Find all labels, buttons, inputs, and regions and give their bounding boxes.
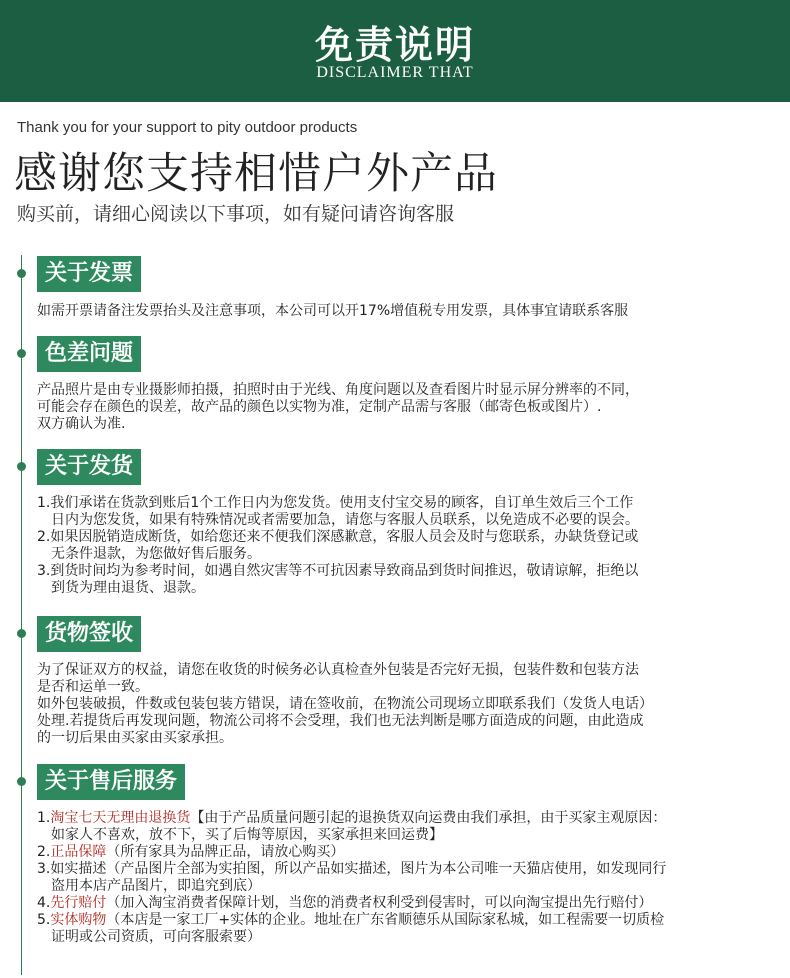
text-line: 到货为理由退货、退款。 <box>51 580 205 596</box>
timeline-dot <box>17 349 26 358</box>
timeline-dot <box>17 777 26 786</box>
list-item: 4.先行赔付（加入淘宝消费者保障计划，当您的消费者权利受到侵害时，可以向淘宝提出先行赔付） <box>37 895 653 911</box>
header-banner <box>0 0 790 102</box>
purchase-note: 购买前，请细心阅读以下事项，如有疑问请咨询客服 <box>17 203 455 225</box>
text-line: 处理.若提货后再发现问题，物流公司将不会受理，我们也无法判断是哪方面造成的问题，由此造成 <box>37 713 644 729</box>
text-line: 可能会存在颜色的误差，故产品的颜色以实物为准，定制产品需与客服（邮寄色板或图片）. <box>37 399 602 415</box>
thanks-english: Thank you for your support to pity outdoor products <box>17 119 358 136</box>
text-line: 双方确认为准. <box>37 416 126 432</box>
section-body-aftersales <box>37 810 777 946</box>
timeline-dot <box>17 629 26 638</box>
section-title-aftersales: 关于售后服务 <box>37 764 185 800</box>
text-line: 无条件退款，为您做好售后服务。 <box>51 546 261 562</box>
text-line: 如需开票请备注发票抬头及注意事项，本公司可以开17%增值税专用发票，具体事宜请联系客服 <box>37 303 629 319</box>
list-item: 2.正品保障（所有家具为品牌正品，请放心购买） <box>37 844 345 860</box>
section-title-invoice: 关于发票 <box>37 256 141 292</box>
highlight-text: 实体购物 <box>50 912 107 928</box>
banner-subtitle: DISCLAIMER THAT <box>316 64 474 81</box>
text-line: 日内为您发货，如果有特殊情况或者需要加急，请您与客服人员联系，以免造成不必要的误会。 <box>51 512 639 528</box>
text-line: 为了保证双方的权益，请您在收货的时候务必认真检查外包装是否完好无损，包装件数和包装方法 <box>37 662 639 678</box>
text-line: 3.到货时间均为参考时间，如遇自然灾害等不可抗因素导致商品到货时间推迟，敬请谅解，拒绝以 <box>37 563 639 579</box>
list-item-cont: 如家人不喜欢，放不下，买了后悔等原因，买家承担来回运费】 <box>51 827 443 843</box>
banner-title: 免责说明 <box>314 23 475 67</box>
list-item: 5.实体购物（本店是一家工厂+实体的企业。地址在广东省顺德乐从国际家私城，如工程需要一切质检 <box>37 912 665 928</box>
list-item: 3.如实描述（产品图片全部为实拍图，所以产品如实描述，图片为本公司唯一天猫店使用，如发现同行 <box>37 861 667 877</box>
text-line: 2.如果因脱销造成断货，如给您还来不便我们深感歉意，客服人员会及时与您联系，办缺货登记或 <box>37 529 639 545</box>
section-title-shipping: 关于发货 <box>37 449 141 485</box>
text-line: 产品照片是由专业摄影师拍摄，拍照时由于光线、角度问题以及查看图片时显示屏分辨率的不同， <box>37 382 639 398</box>
section-body-shipping <box>37 495 777 597</box>
highlight-text: 先行赔付 <box>50 895 107 911</box>
timeline-dot <box>17 462 26 471</box>
section-body-receipt <box>37 662 777 747</box>
list-item-cont: 盗用本店产品图片，即追究到底） <box>51 878 261 894</box>
section-body-invoice <box>37 303 777 320</box>
section-body-color <box>37 382 777 433</box>
text-line: 1.我们承诺在货款到账后1个工作日内为您发货。使用支付宝交易的顾客，自订单生效后三个工作 <box>37 495 634 511</box>
text-line: 的一切后果由买家由买家承担。 <box>37 730 233 746</box>
highlight-text: 淘宝七天无理由退换货 <box>50 810 191 826</box>
section-title-color: 色差问题 <box>37 336 141 372</box>
text-line: 是否和运单一致。 <box>37 679 149 695</box>
timeline-dot <box>17 269 26 278</box>
list-item: 1.淘宝七天无理由退换货【由于产品质量问题引起的退换货双向运费由我们承担，由于买家主观原因： <box>37 810 667 826</box>
list-item-cont: 证明或公司资质，可向客服索要） <box>51 929 261 945</box>
timeline-line <box>21 255 22 975</box>
highlight-text: 正品保障 <box>50 844 107 860</box>
thanks-chinese: 感谢您支持相惜户外产品 <box>14 149 498 199</box>
section-title-receipt: 货物签收 <box>37 616 141 652</box>
text-line: 如外包装破损，件数或包装包装方错误，请在签收前，在物流公司现场立即联系我们（发货人电话） <box>37 696 653 712</box>
